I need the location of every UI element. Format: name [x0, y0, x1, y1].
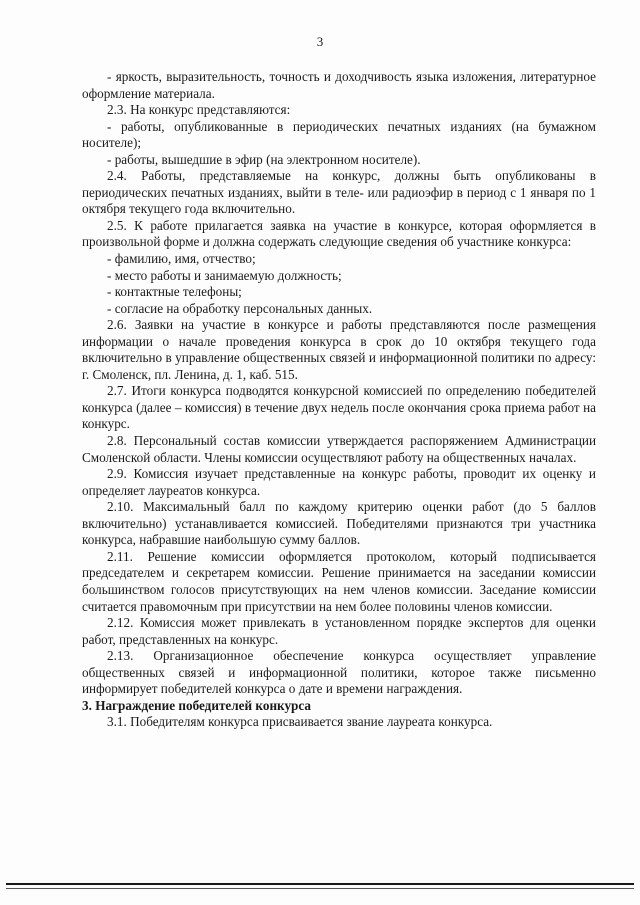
paragraph: 2.4. Работы, представляемые на конкурс, должны быть опубликованы в периодических печатных изданиях, выйти в теле- или радиоэфир в период с 1 января по 1 октября текущего года включительно.: [82, 168, 596, 217]
paragraph: 2.12. Комиссия может привлекать в установленном порядке экспертов для оценки работ, представленных на конкурс.: [82, 615, 596, 647]
paragraph: 2.7. Итоги конкурса подводятся конкурсной комиссией по определению победителей конкурса (далее – комиссия) в течение двух недель после окончания срока приема работ на конкурс.: [82, 383, 596, 432]
paragraph: - контактные телефоны;: [107, 284, 242, 300]
footer-rule: [6, 883, 634, 885]
document-body: [82, 69, 596, 731]
page-number: 3: [316, 34, 324, 49]
paragraph: 3.1. Победителям конкурса присваивается звание лауреата конкурса.: [107, 714, 493, 730]
paragraph: - работы, вышедшие в эфир (на электронном носителе).: [107, 151, 421, 167]
paragraph: 2.11. Решение комиссии оформляется протоколом, который подписывается председателем и секретарем комиссии. Решение принимается на заседании комиссии большинством голосов присутствующих на нем членов комиссии. Заседание комиссии считается правомочным при присутствии на нем более половины членов комиссии.: [82, 548, 596, 614]
paragraph: - место работы и занимаемую должность;: [107, 267, 342, 283]
paragraph: - яркость, выразительность, точность и доходчивость языка изложения, литературное оформление материала.: [82, 69, 596, 101]
paragraph: 2.6. Заявки на участие в конкурсе и работы представляются после размещения информации о начале проведения конкурса в срок до 10 октября текущего года включительно в управление общественных связей и информационной политики по адресу: г. Смоленск, пл. Ленина, д. 1, каб. 515.: [82, 317, 596, 382]
footer-rule-thin: [6, 888, 634, 889]
paragraph: - согласие на обработку персональных данных.: [107, 300, 373, 316]
paragraph: 2.13. Организационное обеспечение конкурса осуществляет управление общественных связей и информационной политики, которое также письменно информирует победителей конкурса о дате и времени награждения.: [82, 648, 596, 697]
paragraph: 2.3. На конкурс представляются:: [107, 102, 291, 118]
paragraph: 2.10. Максимальный балл по каждому критерию оценки работ (до 5 баллов включительно) устанавливается комиссией. Победителями признаются три участника конкурса, набравшие наибольшую сумму баллов.: [82, 499, 596, 548]
paragraph: 2.8. Персональный состав комиссии утверждается распоряжением Администрации Смоленской области. Члены комиссии осуществляют работу на общественных началах.: [82, 433, 596, 465]
paragraph: 2.9. Комиссия изучает представленные на конкурс работы, проводит их оценку и определяет лауреатов конкурса.: [82, 466, 596, 498]
section-heading: 3. Награждение победителей конкурса: [82, 697, 311, 713]
paragraph: - фамилию, имя, отчество;: [107, 251, 256, 267]
paragraph: - работы, опубликованные в периодических печатных изданиях (на бумажном носителе);: [82, 118, 596, 151]
paragraph: 2.5. К работе прилагается заявка на участие в конкурсе, которая оформляется в произвольной форме и должна содержать следующие сведения об участнике конкурса:: [82, 217, 596, 250]
